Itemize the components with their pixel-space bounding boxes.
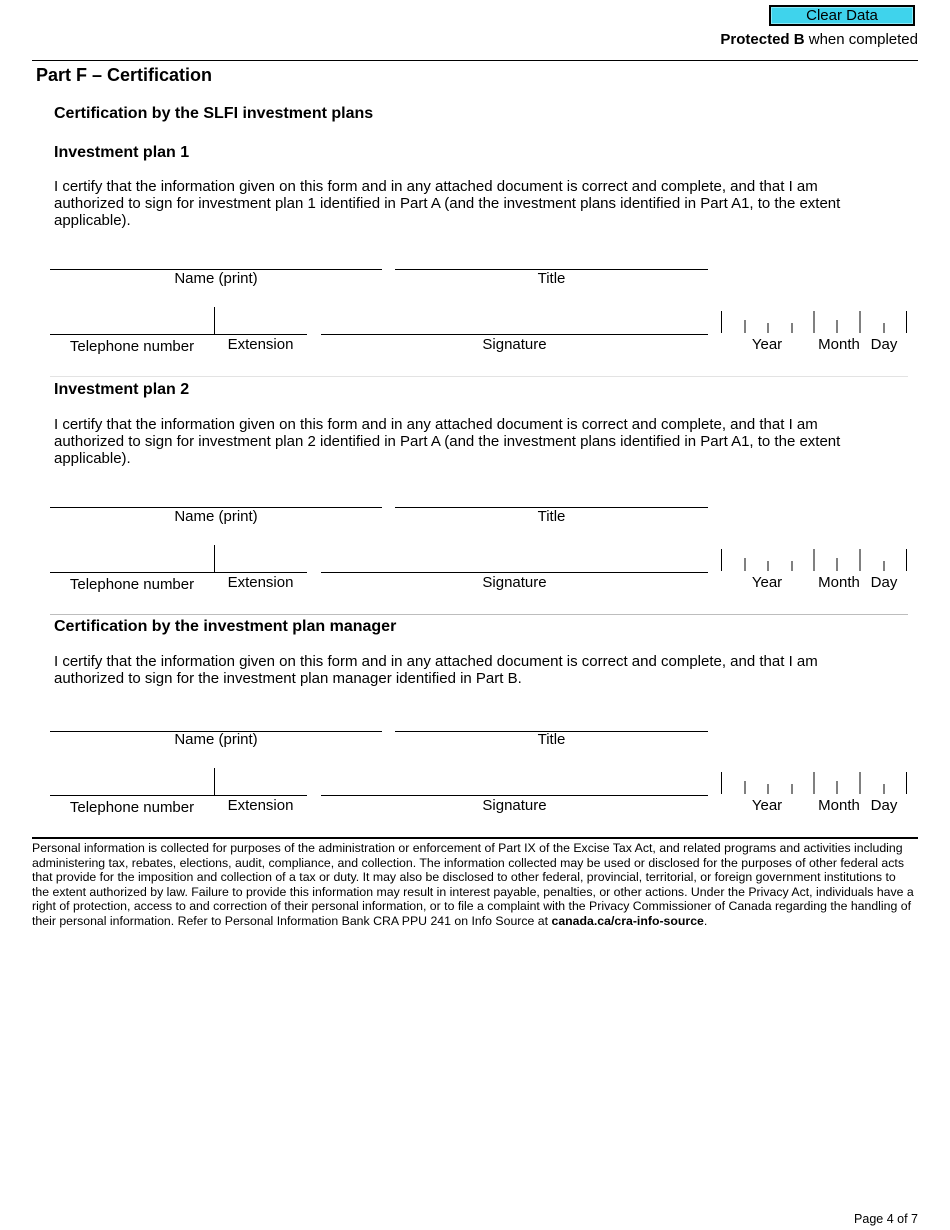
plan1-telephone-divider <box>214 307 215 334</box>
plan2-signature-label: Signature <box>482 574 547 591</box>
footer-divider <box>32 837 918 839</box>
manager-telephone-divider <box>214 768 215 795</box>
plan1-year-label: Year <box>751 336 783 353</box>
manager-certification-text: I certify that the information given on this form and in any attached document is correct and complete, and that I am authorized to sign for the investment plan manager identified in Part B. <box>54 653 818 687</box>
plan1-telephone-field[interactable] <box>50 334 214 335</box>
privacy-end: . <box>703 913 708 928</box>
investment-plan-2-certification-text: I certify that the information given on this form and in any attached document is correct and complete, and that I am authorized to sign for investment plan 2 identified in Part A (and the investment plans identified in Part A1, to the extent applicable). <box>54 416 841 467</box>
plan2-year-label: Year <box>751 574 783 591</box>
plan1-signature-field[interactable] <box>321 334 708 335</box>
clear-data-button[interactable]: Clear Data <box>769 5 915 26</box>
protected-suffix: when completed <box>804 31 918 48</box>
plan1-day-label: Day <box>870 336 898 353</box>
plan1-date-field[interactable] <box>721 311 907 333</box>
manager-date-field[interactable] <box>721 772 907 794</box>
manager-name-label: Name (print) <box>174 731 258 748</box>
manager-certification-heading: Certification by the investment plan manager <box>54 618 397 635</box>
plan1-extension-label: Extension <box>227 336 294 353</box>
manager-extension-label: Extension <box>227 797 294 814</box>
plan2-telephone-label: Telephone number <box>69 576 195 593</box>
plan1-telephone-label: Telephone number <box>69 338 195 355</box>
plan2-day-label: Day <box>870 574 898 591</box>
page-number: Page 4 of 7 <box>854 1212 918 1226</box>
manager-month-label: Month <box>818 797 860 814</box>
plan2-telephone-divider <box>214 545 215 572</box>
plan1-name-label: Name (print) <box>174 270 258 287</box>
manager-year-label: Year <box>751 797 783 814</box>
plan2-month-label: Month <box>818 574 860 591</box>
header-divider <box>32 60 918 61</box>
investment-plan-1-heading: Investment plan 1 <box>54 144 190 161</box>
privacy-notice <box>32 841 916 929</box>
plan2-signature-field[interactable] <box>321 572 708 573</box>
section-separator <box>50 614 908 615</box>
protected-label: Protected B <box>720 31 805 48</box>
plan2-extension-label: Extension <box>227 574 294 591</box>
manager-day-label: Day <box>870 797 898 814</box>
plan2-telephone-field[interactable] <box>50 572 214 573</box>
manager-title-label: Title <box>537 731 566 748</box>
investment-plan-2-heading: Investment plan 2 <box>54 381 190 398</box>
manager-extension-field[interactable] <box>214 795 307 796</box>
plan2-extension-field[interactable] <box>214 572 307 573</box>
plan2-date-field[interactable] <box>721 549 907 571</box>
manager-signature-label: Signature <box>482 797 547 814</box>
part-title: Part F – Certification <box>36 65 213 85</box>
manager-telephone-field[interactable] <box>50 795 214 796</box>
info-source-link: canada.ca/cra-info-source <box>551 913 704 928</box>
plan1-month-label: Month <box>818 336 860 353</box>
plan2-name-label: Name (print) <box>174 508 258 525</box>
plan2-title-label: Title <box>537 508 566 525</box>
investment-plan-1-certification-text: I certify that the information given on this form and in any attached document is correct and complete, and that I am authorized to sign for investment plan 1 identified in Part A (and the investment plans identified in Part A1, to the extent applicable). <box>54 178 841 229</box>
plan-separator <box>50 376 908 377</box>
plan1-signature-label: Signature <box>482 336 547 353</box>
privacy-text: Personal information is collected for purposes of the administration or enforcement of Part IX of the Excise Tax Act, and related programs and activities including administering tax, rebates, elections, audit, compliance, and collection. The information collected may be used or disclosed for the purposes of other federal acts that provide for the imposition and collection of a tax or duty. It may also be disclosed to other federal, provincial, territorial, or foreign government institutions to the extent authorized by law. Failure to provide this information may result in interest payable, penalties, or other actions. Under the Privacy Act, individuals have a right of protection, access to and correction of their personal information, or to file a complaint with the Privacy Commissioner of Canada regarding the handling of their personal information. Refer to Personal Information Bank CRA PPU 241 on Info Source at <box>32 841 914 928</box>
manager-signature-field[interactable] <box>321 795 708 796</box>
manager-telephone-label: Telephone number <box>69 799 195 816</box>
protected-b-notice <box>720 31 918 48</box>
plan1-title-label: Title <box>537 270 566 287</box>
plan1-extension-field[interactable] <box>214 334 307 335</box>
slfi-certification-heading: Certification by the SLFI investment plans <box>54 105 374 122</box>
